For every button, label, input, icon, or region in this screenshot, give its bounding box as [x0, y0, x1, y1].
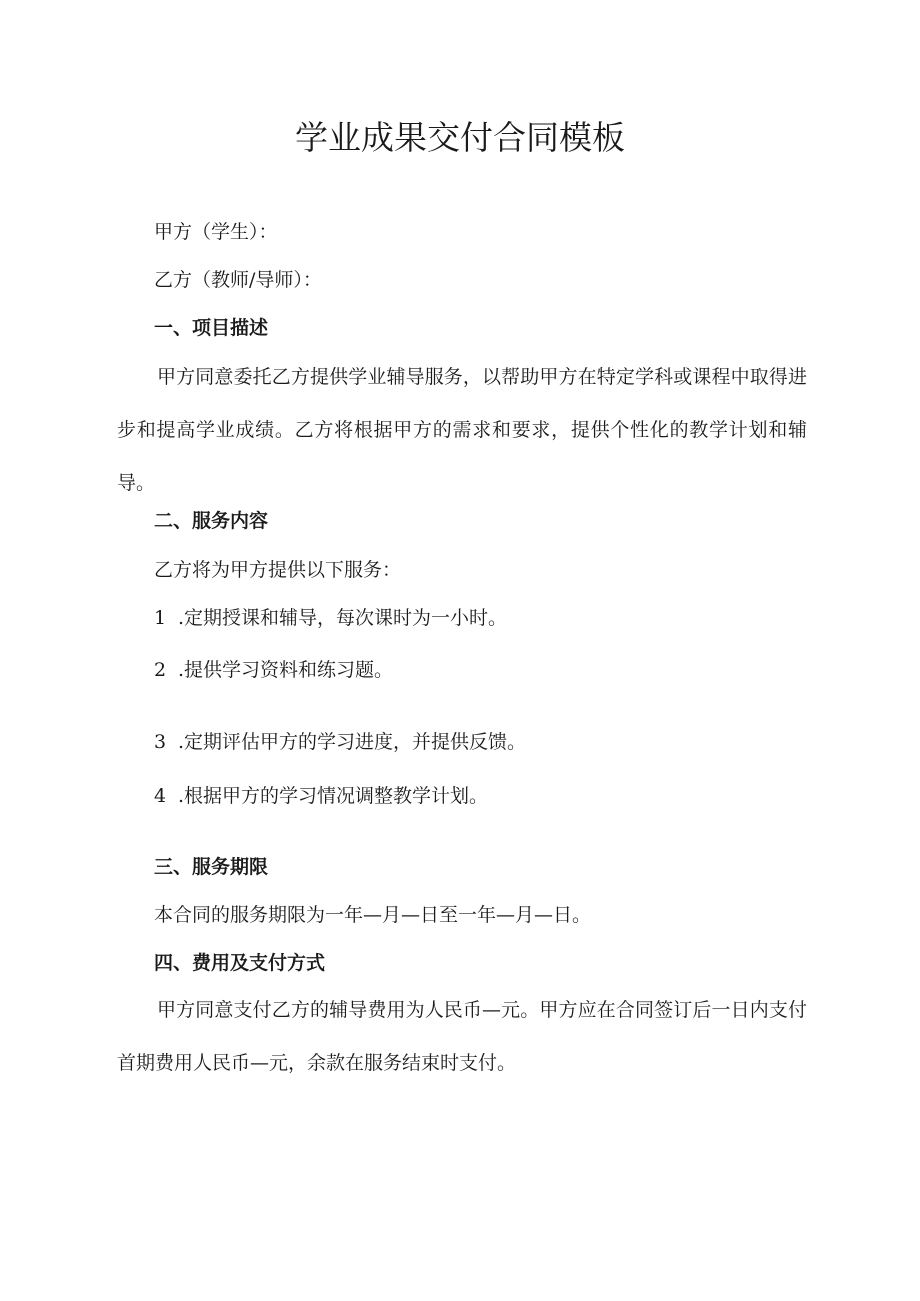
- section-body-4: 甲方同意支付乙方的辅导费用为人民币—元。甲方应在合同签订后一日内支付首期费用人民币—元，余款在服务结束时支付。: [117, 999, 807, 1074]
- list-item-text: .根据甲方的学习情况调整教学计划。: [178, 785, 489, 807]
- section-heading-1: 一、项目描述: [154, 317, 269, 339]
- section-body-1: 甲方同意委托乙方提供学业辅导服务，以帮助甲方在特定学科或课程中取得进步和提高学业成绩。乙方将根据甲方的需求和要求，提供个性化的教学计划和辅导。: [117, 366, 807, 494]
- list-item: [154, 605, 507, 631]
- document-title: 学业成果交付合同模板: [295, 118, 625, 157]
- section-heading-4: 四、费用及支付方式: [154, 952, 326, 974]
- list-item-number: 3: [154, 731, 167, 753]
- section-heading-3: 三、服务期限: [154, 856, 269, 878]
- list-item-number: 4: [154, 785, 167, 807]
- list-item-number: 2: [154, 659, 167, 681]
- list-item-text: .提供学习资料和练习题。: [178, 659, 394, 681]
- section-intro-2: 乙方将为甲方提供以下服务：: [154, 559, 402, 581]
- list-item-number: 1: [154, 607, 167, 629]
- list-item: [154, 729, 526, 755]
- section-body-3: 本合同的服务期限为一年—月—日至一年—月—日。: [154, 904, 592, 926]
- list-item: [154, 783, 488, 809]
- section-heading-2: 二、服务内容: [154, 510, 269, 532]
- list-item: [154, 657, 393, 683]
- party-a-label: 甲方（学生）：: [154, 221, 278, 243]
- party-b-label: 乙方（教师/导师）：: [154, 269, 322, 291]
- list-item-text: .定期评估甲方的学习进度，并提供反馈。: [178, 731, 527, 753]
- list-item-text: .定期授课和辅导，每次课时为一小时。: [178, 607, 508, 629]
